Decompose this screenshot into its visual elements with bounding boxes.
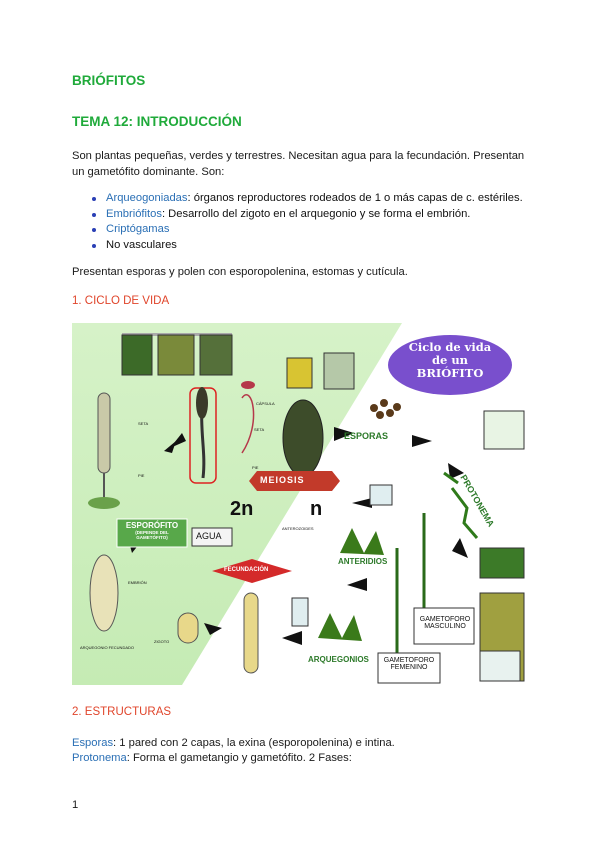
- list-item: [88, 191, 523, 207]
- list-item: [88, 207, 523, 223]
- anteridios-label: ANTERIDIOS: [338, 557, 388, 566]
- list-item: [88, 238, 523, 254]
- diploid-label: 2n: [230, 498, 254, 520]
- label-line: GAMETOFORO: [383, 657, 435, 664]
- label-line: FEMENINO: [390, 664, 428, 671]
- embrion-label: EMBRIÓN: [128, 580, 147, 585]
- pie-label-left: PIE: [138, 473, 145, 478]
- cycle-title-line: BRIÓFITO: [416, 366, 484, 380]
- bullet-list: [88, 191, 523, 253]
- structure-esporas: [72, 735, 395, 751]
- intro-paragraph: [72, 148, 542, 180]
- label-line: GAMETOFORO: [419, 616, 471, 623]
- esporofito-box: [119, 521, 185, 540]
- anterozoides-label: ANTEROZOIDES: [282, 526, 314, 531]
- list-item: [88, 222, 523, 238]
- pie-label: PIE: [252, 465, 259, 470]
- bullet-text: : Desarrollo del zigoto en el arquegonio y se forma el embrión.: [161, 207, 471, 220]
- esporas-label: ESPORAS: [344, 431, 389, 441]
- structure-term: Esporas: [72, 737, 114, 749]
- agua-label: AGUA: [196, 531, 222, 541]
- structure-text: : Forma el gametangio y gametófito. 2 Fases:: [126, 752, 352, 764]
- section-heading: TEMA 12: INTRODUCCIÓN: [72, 114, 242, 129]
- page-number: 1: [72, 799, 79, 811]
- bullet-term: Arqueogoniadas: [106, 192, 188, 204]
- section-heading-estructuras: 2. ESTRUCTURAS: [72, 706, 172, 718]
- bullet-text: No vasculares: [106, 238, 177, 251]
- bullet-term: Embriófitos: [106, 207, 162, 220]
- structure-protonema: [72, 750, 352, 766]
- structure-term: Protonema: [72, 752, 127, 764]
- intro-line-2: un gametófito dominante. Son:: [72, 166, 225, 178]
- meiosis-label: MEIOSIS: [260, 475, 305, 485]
- esporofito-sublabel: (DEPENDE DEL GAMETÓFITO): [135, 530, 169, 540]
- arquegonios-label: ARQUEGONIOS: [308, 655, 369, 664]
- section-heading-ciclo: 1. CICLO DE VIDA: [72, 295, 170, 307]
- gametoforo-masculino-label: [417, 616, 473, 630]
- fecundacion-label: FECUNDACIÓN: [224, 567, 269, 573]
- life-cycle-diagram: [72, 323, 528, 685]
- bullet-text: : órganos reproductores rodeados de 1 o más capas de c. estériles.: [187, 192, 523, 204]
- seta-label: SETA: [254, 427, 265, 432]
- capsula-label: CÁPSULA: [256, 401, 275, 406]
- document-title: BRIÓFITOS: [72, 73, 146, 88]
- label-line: MASCULINO: [424, 623, 466, 630]
- intro-line-1: Son plantas pequeñas, verdes y terrestres. Necesitan agua para la fecundación. Presentan: [72, 150, 525, 162]
- seta-label-left: SETA: [138, 421, 149, 426]
- structure-text: : 1 pared con 2 capas, la exina (esporopolenina) e intina.: [113, 737, 395, 749]
- protonema-label: PROTONEMA: [458, 473, 497, 529]
- gametoforo-femenino-label: [380, 657, 438, 671]
- cigoto-label: ZIGOTO: [154, 639, 170, 644]
- cycle-title: [392, 341, 508, 380]
- arquegonio-fecundado-label: ARQUEGONIO FECUNDADO: [80, 645, 135, 650]
- haploid-label: n: [310, 498, 323, 520]
- bullet-term: Criptógamas: [106, 223, 170, 235]
- paragraph: Presentan esporas y polen con esporopolenina, estomas y cutícula.: [72, 266, 408, 278]
- cycle-title-line: Ciclo de vida: [408, 340, 492, 354]
- cycle-title-line: de un: [431, 353, 469, 367]
- esporofito-label: ESPORÓFITO: [125, 521, 179, 530]
